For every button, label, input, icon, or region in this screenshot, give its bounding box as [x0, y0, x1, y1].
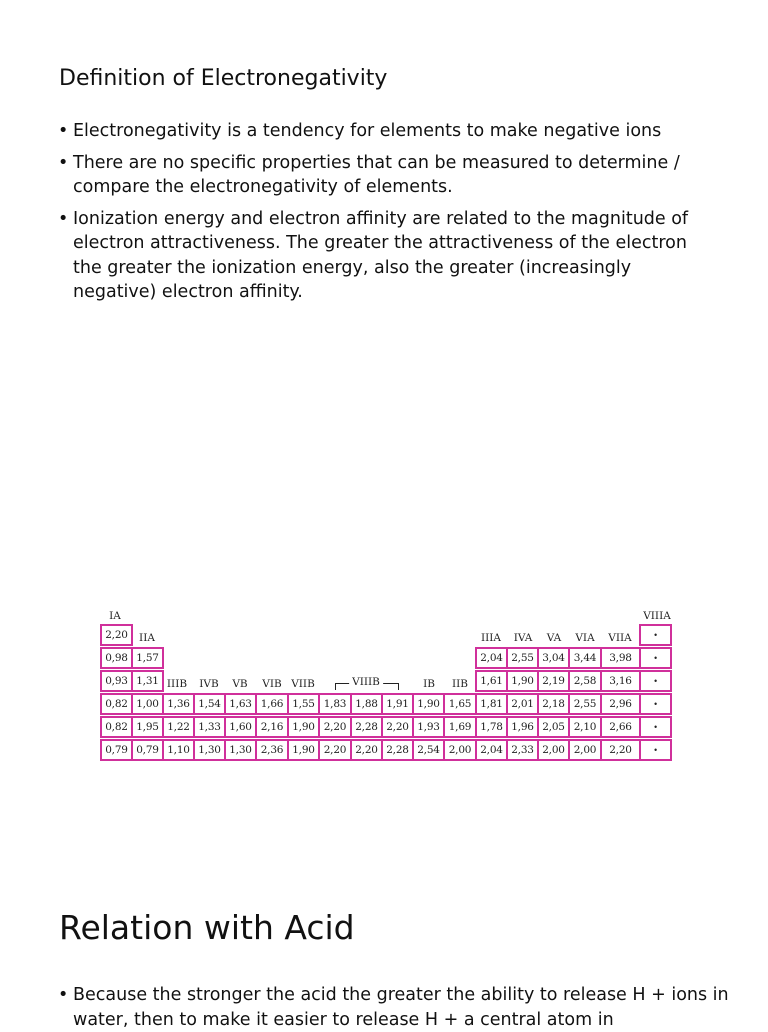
table-cell: 2,18: [537, 693, 570, 715]
group-label-vib: VIB: [262, 678, 282, 690]
table-cell: 3,16: [600, 670, 641, 692]
table-cell: •: [639, 739, 672, 761]
table-cell: 3,98: [600, 647, 641, 669]
table-cell: 2,20: [381, 716, 414, 738]
group-label-iiia: IIIA: [480, 632, 502, 644]
table-cell: 1,36: [162, 693, 195, 715]
table-cell: 2,16: [255, 716, 289, 738]
table-cell: 2,20: [350, 739, 383, 761]
group-label-iiib: IIIB: [166, 678, 188, 690]
table-cell: 2,00: [443, 739, 477, 761]
group-label-viiia: VIIIA: [643, 610, 671, 622]
bullet-item: • Ionization energy and electron affinity are related to the magnitude of electron attractiveness. The greater the attractiveness of the electron the greater the ionization energy, also the greater (increasingly negative) electron affinity.: [58, 207, 718, 305]
table-cell: 0,82: [100, 716, 133, 738]
table-cell: 1,22: [162, 716, 195, 738]
section-title: Relation with Acid: [59, 908, 355, 947]
table-cell: 2,00: [568, 739, 602, 761]
table-cell: 0,98: [100, 647, 133, 669]
group-label-iia: IIA: [139, 632, 155, 644]
table-cell: 1,61: [475, 670, 508, 692]
table-cell: 1,63: [224, 693, 257, 715]
table-cell: 2,01: [506, 693, 539, 715]
table-cell: 1,10: [162, 739, 195, 761]
table-cell: 2,96: [600, 693, 641, 715]
bullet-item: • Electronegativity is a tendency for elements to make negative ions: [58, 119, 718, 144]
table-cell: 1,60: [224, 716, 257, 738]
table-cell: 2,28: [381, 739, 414, 761]
table-cell: 1,90: [287, 739, 320, 761]
group-label-vb: VB: [232, 678, 248, 690]
table-cell: 1,54: [193, 693, 226, 715]
table-cell: 1,88: [350, 693, 383, 715]
table-cell: 3,04: [537, 647, 570, 669]
table-cell: 2,55: [506, 647, 539, 669]
table-cell: 2,66: [600, 716, 641, 738]
group-label-viib: VIIB: [291, 678, 315, 690]
table-cell: •: [639, 670, 672, 692]
table-cell: •: [639, 693, 672, 715]
table-cell: •: [639, 647, 672, 669]
table-cell: 1,90: [506, 670, 539, 692]
table-cell: 2,33: [506, 739, 539, 761]
table-cell: 1,30: [193, 739, 226, 761]
group-label-iva: IVA: [513, 632, 533, 644]
table-cell: 1,83: [318, 693, 352, 715]
table-cell: 1,57: [131, 647, 164, 669]
table-cell: 2,04: [475, 739, 508, 761]
bullet-list: [58, 119, 718, 312]
table-cell: 2,54: [412, 739, 445, 761]
table-cell: 1,30: [224, 739, 257, 761]
table-cell: 1,66: [255, 693, 289, 715]
table-cell: 1,81: [475, 693, 508, 715]
table-cell: 1,78: [475, 716, 508, 738]
table-cell: 0,82: [100, 693, 133, 715]
group-label-ib: IB: [423, 678, 435, 690]
table-cell: 2,20: [318, 716, 352, 738]
table-cell: 2,04: [475, 647, 508, 669]
table-cell: 1,00: [131, 693, 164, 715]
group-label-iib: IIB: [451, 678, 469, 690]
group-label-va: VA: [546, 632, 562, 644]
table-cell: 1,55: [287, 693, 320, 715]
group-label-ivb: IVB: [199, 678, 219, 690]
table-cell: 2,10: [568, 716, 602, 738]
table-cell: 2,20: [318, 739, 352, 761]
table-cell: 2,55: [568, 693, 602, 715]
table-cell: 1,65: [443, 693, 477, 715]
table-cell: 2,36: [255, 739, 289, 761]
bullet-item: • Because the stronger the acid the greater the ability to release H + ions in water, then to make it easier to release H + a central atom in: [58, 983, 738, 1032]
table-cell: •: [639, 624, 672, 646]
table-cell: 1,90: [412, 693, 445, 715]
table-cell: 1,96: [506, 716, 539, 738]
table-cell: 1,31: [131, 670, 164, 692]
table-cell: •: [639, 716, 672, 738]
table-cell: 0,79: [131, 739, 164, 761]
table-cell: 1,95: [131, 716, 164, 738]
slide-title: Definition of Electronegativity: [59, 66, 388, 91]
group-label-via: VIA: [575, 632, 595, 644]
table-cell: 2,19: [537, 670, 570, 692]
table-cell: 0,79: [100, 739, 133, 761]
table-cell: 2,20: [600, 739, 641, 761]
table-cell: 1,93: [412, 716, 445, 738]
table-cell: 1,69: [443, 716, 477, 738]
table-cell: 1,91: [381, 693, 414, 715]
table-cell: 2,05: [537, 716, 570, 738]
table-cell: 2,28: [350, 716, 383, 738]
table-cell: 2,58: [568, 670, 602, 692]
group-label-viia: VIIA: [608, 632, 632, 644]
table-cell: 0,93: [100, 670, 133, 692]
table-cell: 1,90: [287, 716, 320, 738]
table-cell: 1,33: [193, 716, 226, 738]
bullet-item: • There are no specific properties that can be measured to determine / compare the electronegativity of elements.: [58, 151, 718, 200]
table-cell: 2,00: [537, 739, 570, 761]
group-label-viiib: VIIIB: [349, 676, 383, 688]
bullet-list-acid: [58, 983, 738, 1032]
table-cell: 3,44: [568, 647, 602, 669]
table-cell: 2,20: [100, 624, 133, 646]
group-label-ia: IA: [109, 610, 121, 622]
